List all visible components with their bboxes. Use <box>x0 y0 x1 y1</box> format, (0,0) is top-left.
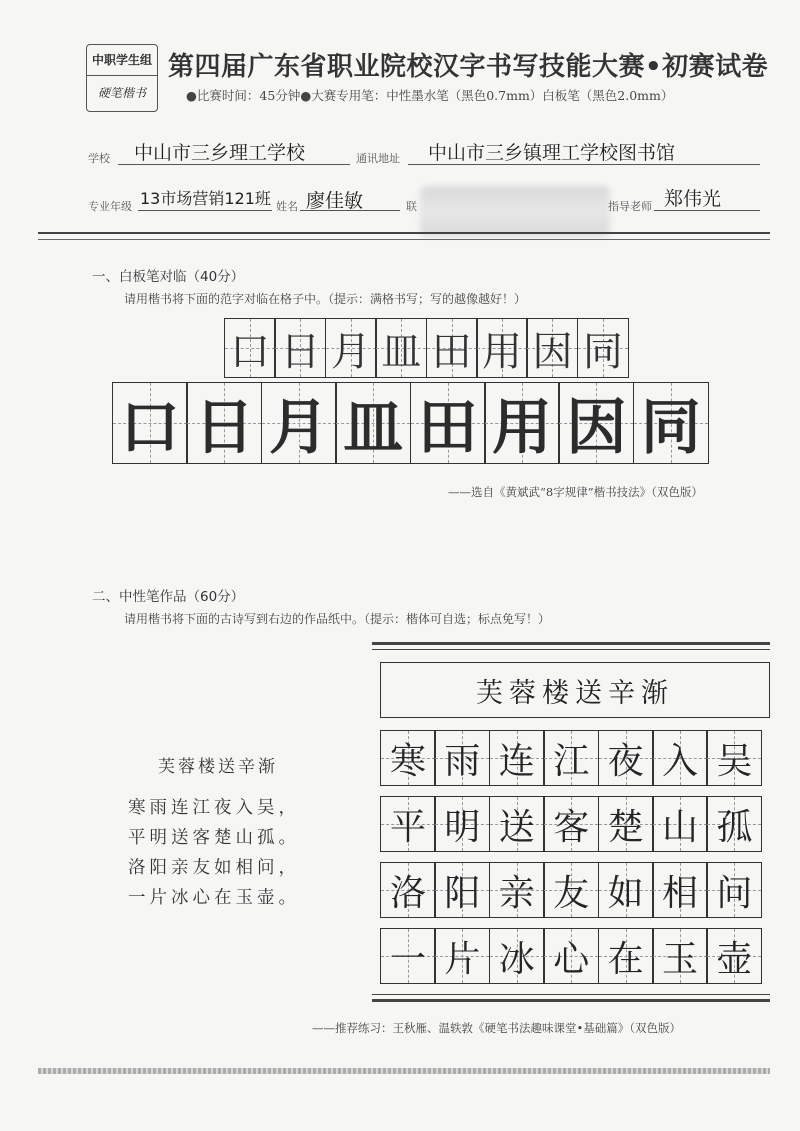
work-cell: 江 <box>543 730 599 786</box>
section2-credit: ——推荐练习：王秋雁、温轶敦《硬笔书法趣味课堂•基础篇》（双色版） <box>312 1021 682 1035</box>
work-cell: 寒 <box>380 730 436 786</box>
poem-title: 芙蓉楼送辛渐 <box>158 757 278 777</box>
work-cell: 片 <box>434 928 490 984</box>
teacher-value: 郑伟光 <box>664 188 722 210</box>
work-cell: 亲 <box>489 862 545 918</box>
work-cell: 楚 <box>598 796 654 852</box>
name-value: 廖佳敏 <box>306 190 364 212</box>
school-value: 中山市三乡理工学校 <box>134 142 306 164</box>
work-cell: 相 <box>652 862 708 918</box>
work-cell: 壶 <box>706 928 762 984</box>
work-cell: 冰 <box>489 928 545 984</box>
model-cell: 用 <box>484 382 560 464</box>
major-underline <box>138 210 272 211</box>
work-cell: 吴 <box>706 730 762 786</box>
redacted-contact <box>420 186 610 236</box>
section1-instruction: 请用楷书将下面的范字对临在格子中。（提示：满格书写；写的越像越好！） <box>124 292 527 306</box>
work-cell: 一 <box>380 928 436 984</box>
student-cell: 口 <box>224 318 276 378</box>
model-cell: 同 <box>633 382 709 464</box>
work-cell: 夜 <box>598 730 654 786</box>
student-cell: 同 <box>577 318 629 378</box>
work-paper-title: 芙蓉楼送辛渐 <box>380 662 770 718</box>
work-cell: 送 <box>489 796 545 852</box>
work-paper-row <box>380 928 762 984</box>
model-cell: 田 <box>410 382 486 464</box>
section1-heading: 一、白板笔对临（40分） <box>92 269 245 285</box>
student-cell: 田 <box>426 318 478 378</box>
poem-line: 一片冰心在玉壶。 <box>128 888 300 908</box>
work-cell: 平 <box>380 796 436 852</box>
poem-line: 寒雨连江夜入吴， <box>128 798 300 818</box>
section2-heading: 二、中性笔作品（60分） <box>92 589 245 605</box>
major-label: 专业年级 <box>88 200 132 213</box>
work-cell: 明 <box>434 796 490 852</box>
work-paper-row <box>380 796 762 852</box>
poem-line: 平明送客楚山孤。 <box>128 828 300 848</box>
work-paper-bottom-border <box>372 994 770 1002</box>
badge-category-label: 硬笔楷书 <box>97 86 146 100</box>
work-paper-top-border <box>372 642 770 650</box>
student-practice-grid <box>224 318 629 378</box>
teacher-label: 指导老师 <box>608 200 652 213</box>
model-cell: 口 <box>112 382 188 464</box>
work-paper-row <box>380 862 762 918</box>
work-cell: 连 <box>489 730 545 786</box>
section2-instruction: 请用楷书将下面的古诗写到右边的作品纸中。（提示：楷体可自选；标点免写！） <box>124 612 551 626</box>
address-value: 中山市三乡镇理工学校图书馆 <box>428 142 676 164</box>
student-cell: 月 <box>325 318 377 378</box>
major-value: 13市场营销121班 <box>140 189 271 208</box>
model-cell: 皿 <box>335 382 411 464</box>
model-character-grid <box>112 382 709 464</box>
work-cell: 阳 <box>434 862 490 918</box>
group-badge <box>86 44 158 112</box>
work-cell: 问 <box>706 862 762 918</box>
student-cell: 因 <box>526 318 578 378</box>
student-cell: 用 <box>476 318 528 378</box>
work-cell: 在 <box>598 928 654 984</box>
work-cell: 客 <box>543 796 599 852</box>
school-label: 学校 <box>88 152 110 165</box>
work-cell: 山 <box>652 796 708 852</box>
badge-group-label: 中职学生组 <box>87 45 157 76</box>
header-divider <box>38 232 770 240</box>
work-cell: 玉 <box>652 928 708 984</box>
exam-subtitle: ●比赛时间：45分钟●大赛专用笔：中性墨水笔（黑色0.7mm）白板笔（黑色2.0mm） <box>186 88 674 103</box>
address-label: 通讯地址 <box>356 152 400 165</box>
work-cell: 孤 <box>706 796 762 852</box>
footer-divider <box>38 1068 770 1074</box>
work-cell: 友 <box>543 862 599 918</box>
model-cell: 因 <box>558 382 634 464</box>
contact-label: 联 <box>406 200 417 213</box>
work-paper-row <box>380 730 762 786</box>
poem-line: 洛阳亲友如相问， <box>128 858 300 878</box>
model-cell: 月 <box>261 382 337 464</box>
work-cell: 洛 <box>380 862 436 918</box>
student-cell: 日 <box>274 318 326 378</box>
student-cell: 皿 <box>375 318 427 378</box>
work-cell: 如 <box>598 862 654 918</box>
model-cell: 日 <box>186 382 262 464</box>
work-cell: 雨 <box>434 730 490 786</box>
name-label: 姓名 <box>276 200 298 213</box>
exam-title: 第四届广东省职业院校汉字书写技能大赛•初赛试卷 <box>168 52 769 82</box>
work-cell: 心 <box>543 928 599 984</box>
work-cell: 入 <box>652 730 708 786</box>
section1-credit: ——选自《黄斌武“8字规律”楷书技法》（双色版） <box>448 485 703 499</box>
